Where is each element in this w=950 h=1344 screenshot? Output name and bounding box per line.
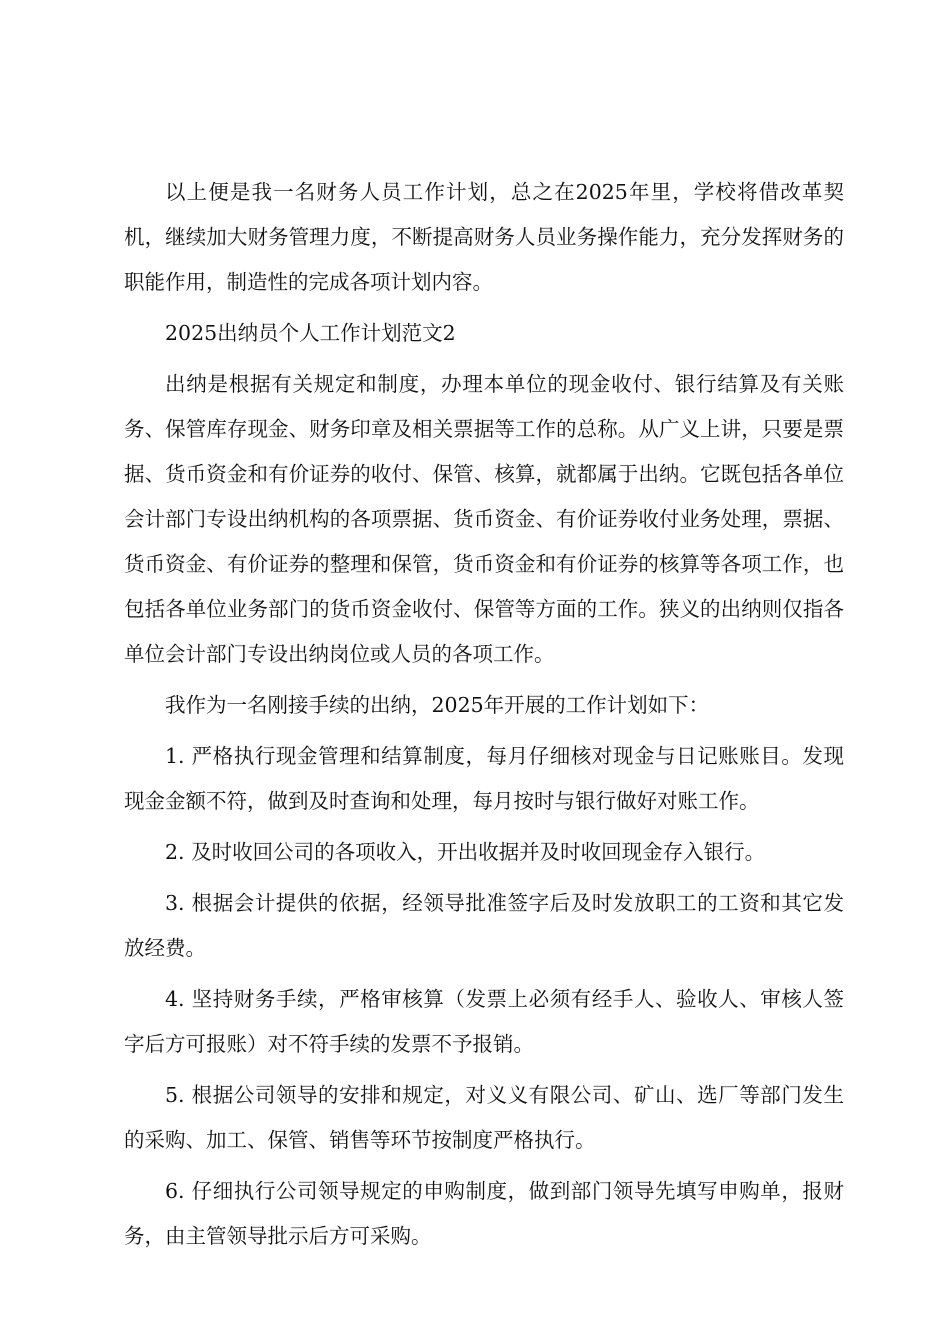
list-item-1: 1. 严格执行现金管理和结算制度，每月仔细核对现金与日记账账目。发现现金金额不符，做到及时查询和处理，每月按时与银行做好对账工作。 (124, 744, 844, 813)
paragraph-summary: 以上便是我一名财务人员工作计划，总之在2025年里，学校将借改革契机，继续加大财务管理力度，不断提高财务人员业务操作能力，充分发挥财务的职能作用，制造性的完成各项计划内容。 (124, 180, 844, 294)
list-item-4: 4. 坚持财务手续，严格审核算（发票上必须有经手人、验收人、审核人签字后方可报账）对不符手续的发票不予报销。 (124, 987, 844, 1056)
paragraph-plan-intro: 我作为一名刚接手续的出纳，2025年开展的工作计划如下： (165, 693, 710, 717)
paragraph-cashier-definition: 出纳是根据有关规定和制度，办理本单位的现金收付、银行结算及有关账务、保管库存现金、财务印章及相关票据等工作的总称。从广义上讲，只要是票据、货币资金和有价证券的收付、保管、核算，就都属于出纳。它既包括各单位会计部门专设出纳机构的各项票据、货币资金、有价证券收付业务处理，票据、货币资金、有价证券的整理和保管，货币资金和有价证券的核算等各项工作，也包括各单位业务部门的货币资金收付、保管等方面的工作。狭义的出纳则仅指各单位会计部门专设出纳岗位或人员的各项工作。 (124, 372, 844, 666)
list-item-5: 5. 根据公司领导的安排和规定，对义义有限公司、矿山、选厂等部门发生的采购、加工、保管、销售等环节按制度严格执行。 (124, 1083, 844, 1152)
section-heading: 2025出纳员个人工作计划范文2 (165, 321, 456, 345)
document-body (124, 170, 844, 1265)
list-item-2: 2. 及时收回公司的各项收入，开出收据并及时收回现金存入银行。 (165, 840, 766, 864)
list-item-3: 3. 根据会计提供的依据，经领导批准签字后及时发放职工的工资和其它发放经费。 (124, 891, 844, 960)
list-item-6: 6. 仔细执行公司领导规定的申购制度，做到部门领导先填写申购单，报财务，由主管领导批示后方可采购。 (124, 1179, 844, 1248)
